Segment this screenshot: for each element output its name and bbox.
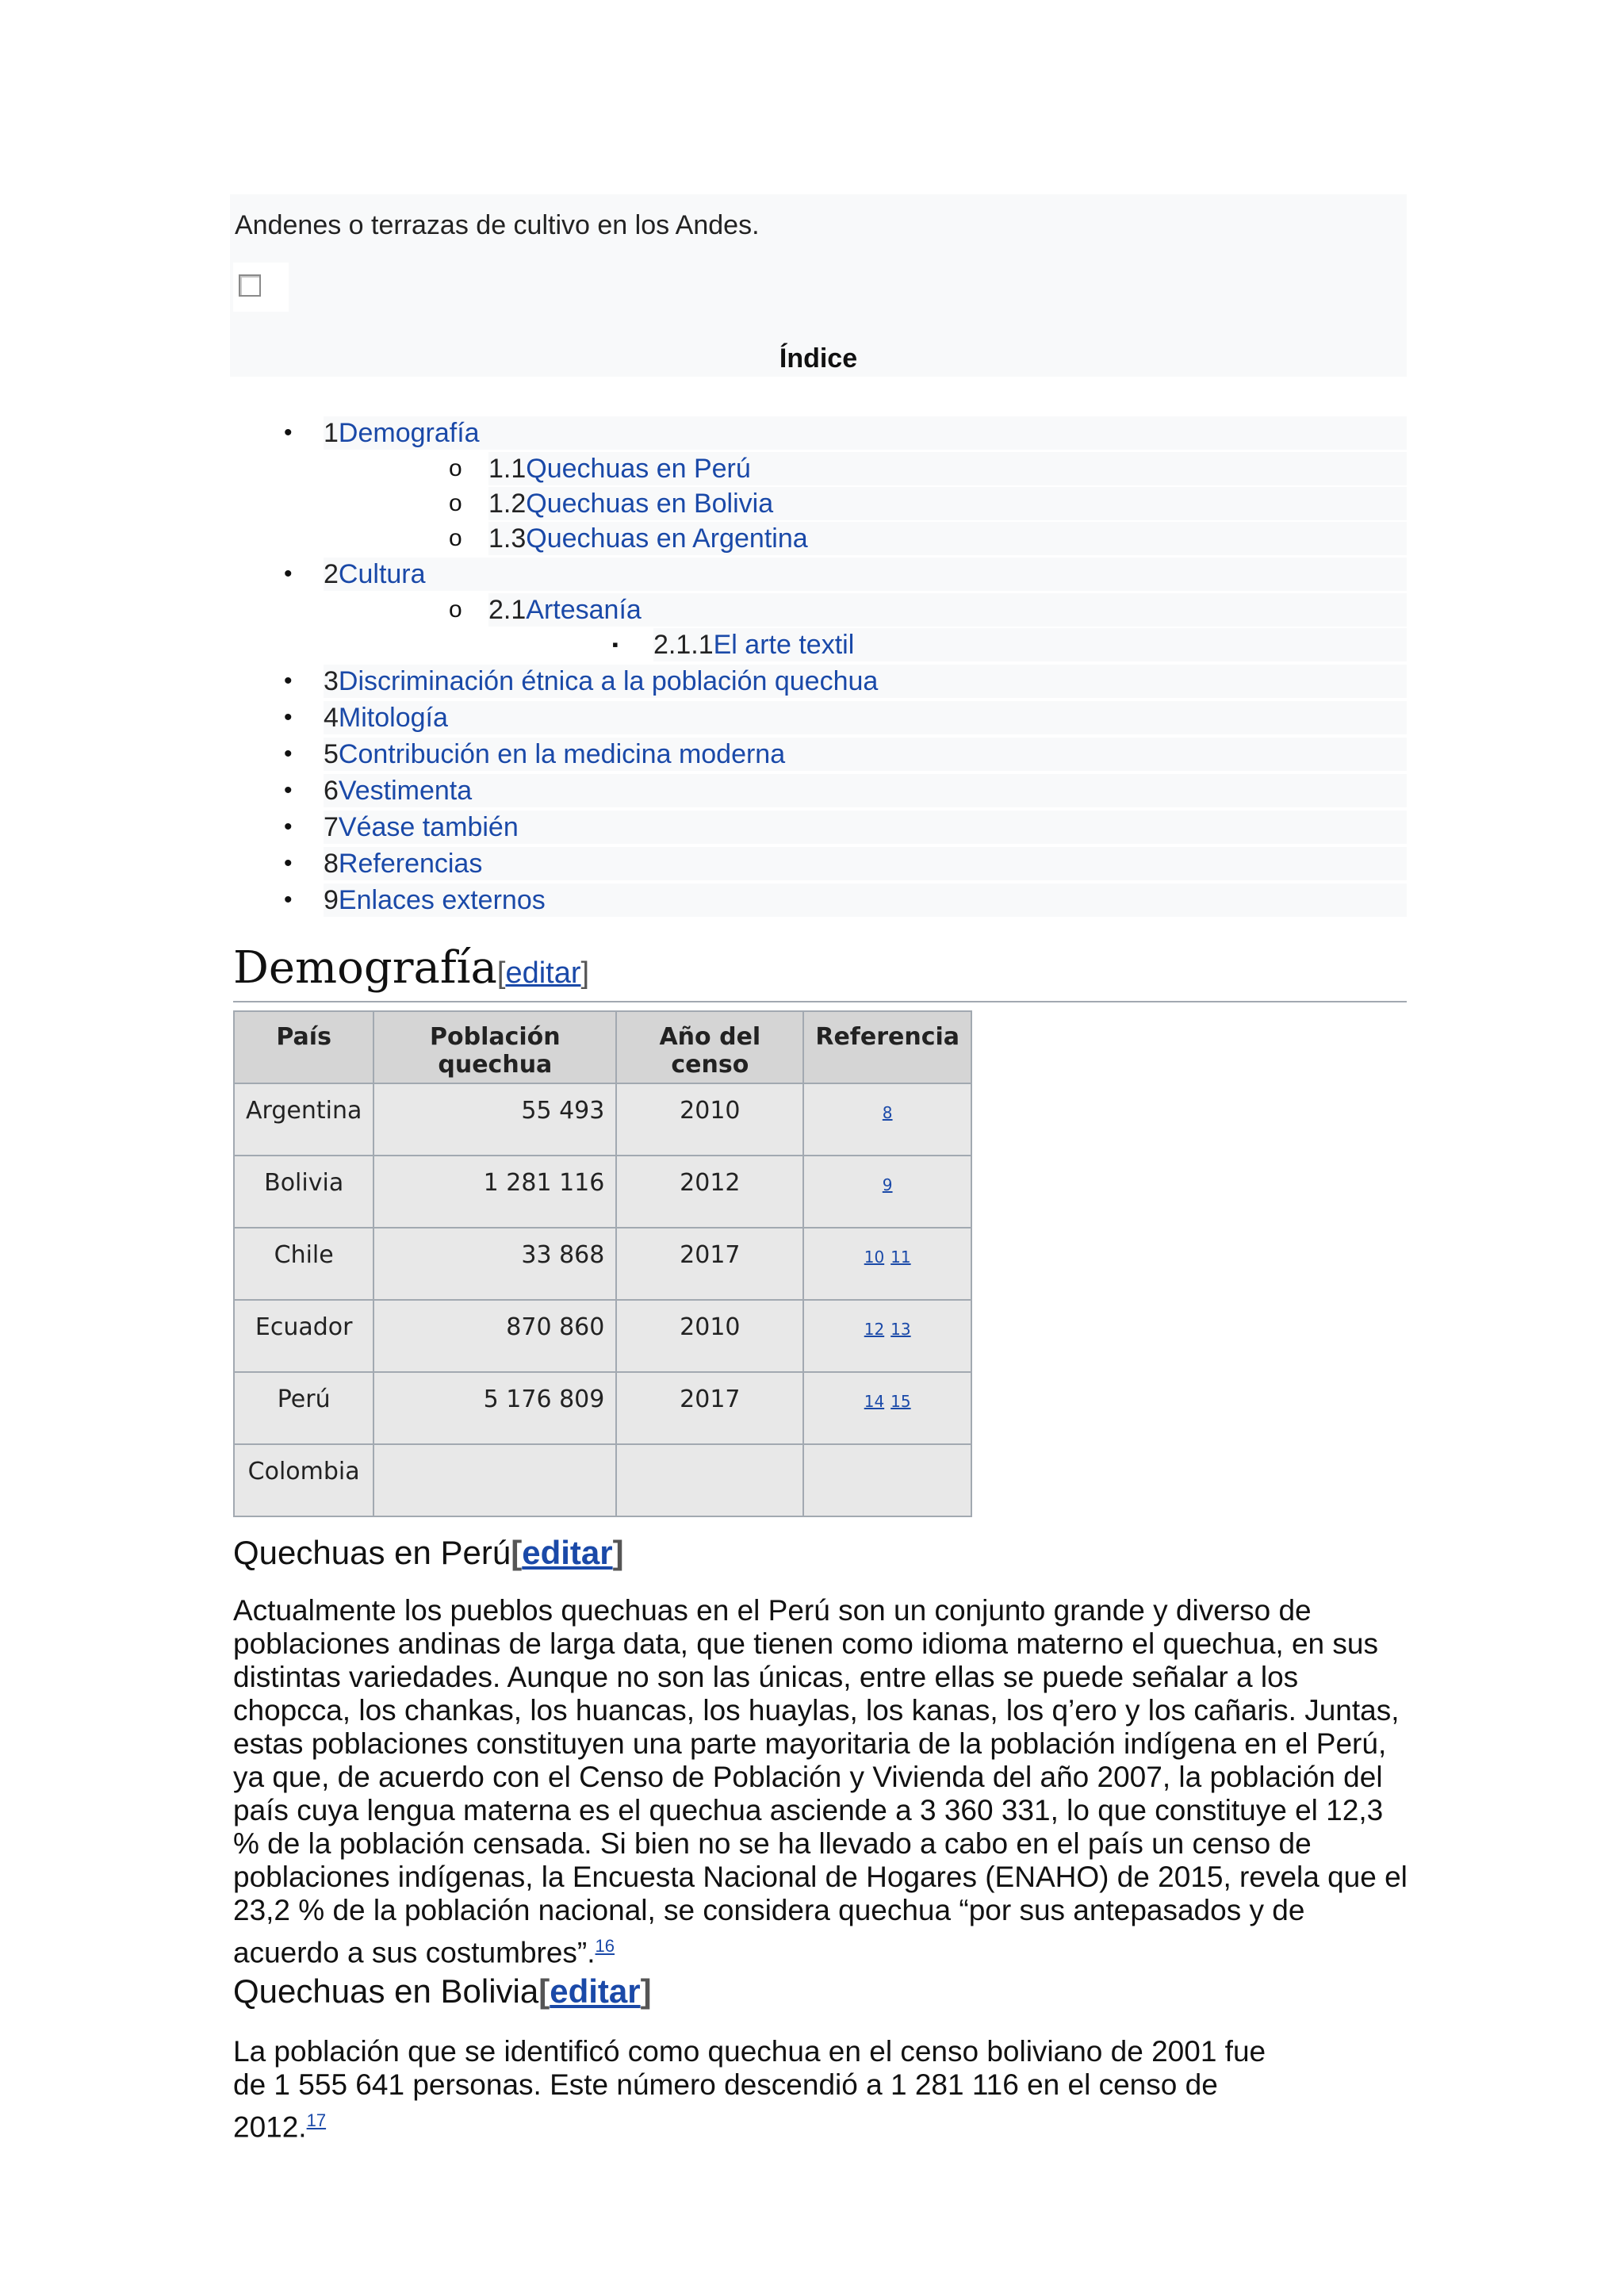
toc-bullet: o bbox=[449, 455, 462, 481]
toc-link[interactable]: Quechuas en Argentina bbox=[526, 523, 808, 554]
toc-item-referencias[interactable]: 8Referencias bbox=[324, 847, 1407, 880]
toc-link[interactable]: Véase también bbox=[338, 812, 519, 842]
toc-bullet: • bbox=[284, 777, 293, 803]
column-header-ano: Año del censo bbox=[616, 1011, 803, 1083]
toc-item-vestimenta[interactable]: 6Vestimenta bbox=[324, 774, 1407, 807]
toc-item-artesania[interactable]: 2.1Artesanía bbox=[488, 593, 1407, 627]
edit-section-link: [editar] bbox=[496, 956, 590, 990]
toc-link[interactable]: Discriminación étnica a la población quechua bbox=[338, 666, 879, 696]
cell-pais: Bolivia bbox=[234, 1156, 373, 1228]
cell-ano: 2010 bbox=[616, 1300, 803, 1372]
paragraph-quechuas-peru: Actualmente los pueblos quechuas en el Perú son un conjunto grande y diverso de poblaciones andinas de larga data, que tienen como idioma materno el quechua, en sus distintas variedades. Aunque no son las únicas, entre ellas se puede señalar a los chopcca, los chankas, los huancas, los huaylas, los kanas, los q’ero y los cañaris. Juntas, estas poblaciones constituyen una parte mayoritaria de la población indígena en el Perú, ya que, de acuerdo con el Censo de Población y Vivienda del año 2007, la población del país cuya lengua materna es el quechua asciende a 3 360 331, lo que constituye el 12,3 % de la población censada. Si bien no se ha llevado a cabo en el país un censo de poblaciones indígenas, la Encuesta Nacional de Hogares (ENAHO) de 2015, revela que el 23,2 % de la población nacional, se considera quechua “por sus antepasados y de acuerdo a sus costumbres”.$^{16}$ bbox=[233, 1594, 1408, 1969]
cell-pais: Argentina bbox=[234, 1083, 373, 1156]
edit-link[interactable]: editar bbox=[505, 956, 581, 990]
cell-poblacion: 33 868 bbox=[373, 1228, 616, 1300]
toc-toggle-checkbox[interactable] bbox=[239, 274, 261, 297]
section-heading-demografia: Demografía[editar] bbox=[233, 942, 590, 994]
toc-bullet: • bbox=[284, 887, 293, 913]
cell-referencia bbox=[803, 1444, 971, 1516]
toc-bullet: • bbox=[284, 814, 293, 840]
toc-item-quechuas-peru[interactable]: 1.1Quechuas en Perú bbox=[488, 452, 1407, 485]
toc-bullet: • bbox=[284, 704, 293, 730]
cell-referencia bbox=[803, 1228, 971, 1300]
cell-ano: 2017 bbox=[616, 1372, 803, 1444]
cell-poblacion bbox=[373, 1444, 616, 1516]
cell-referencia bbox=[803, 1372, 971, 1444]
toc-link[interactable]: Quechuas en Bolivia bbox=[526, 489, 774, 519]
toc-item-cultura[interactable]: 2Cultura bbox=[324, 558, 1407, 591]
toc-link[interactable]: Contribución en la medicina moderna bbox=[338, 739, 786, 769]
reference-link[interactable]: 14 bbox=[864, 1392, 885, 1411]
toc-title: Índice bbox=[779, 343, 858, 374]
toc-link[interactable]: Vestimenta bbox=[338, 776, 473, 806]
toc-link[interactable]: Mitología bbox=[338, 703, 448, 733]
toc-link[interactable]: Cultura bbox=[338, 559, 426, 589]
toc-item-demografia[interactable]: 1Demografía bbox=[324, 416, 1407, 450]
column-header-pais: País bbox=[234, 1011, 373, 1083]
toc-item-arte-textil[interactable]: 2.1.1El arte textil bbox=[653, 628, 1407, 661]
reference-link[interactable]: 16 bbox=[595, 1936, 615, 1956]
cell-poblacion: 5 176 809 bbox=[373, 1372, 616, 1444]
toc-bullet: • bbox=[284, 420, 293, 446]
reference-link[interactable]: 9 bbox=[882, 1175, 893, 1194]
cell-referencia bbox=[803, 1156, 971, 1228]
section-heading-quechuas-bolivia: Quechuas en Bolivia[editar] bbox=[233, 1972, 652, 2010]
edit-link[interactable]: editar bbox=[550, 1972, 641, 2010]
edit-link[interactable]: editar bbox=[522, 1534, 613, 1571]
table-header-row bbox=[234, 1011, 971, 1083]
toc-link[interactable]: Demografía bbox=[338, 418, 480, 448]
cell-poblacion: 870 860 bbox=[373, 1300, 616, 1372]
toc-bullet: ▪ bbox=[612, 634, 619, 654]
cell-pais: Ecuador bbox=[234, 1300, 373, 1372]
reference-link[interactable]: 13 bbox=[891, 1320, 911, 1339]
column-header-poblacion: Población quechua bbox=[373, 1011, 616, 1083]
table-row bbox=[234, 1083, 971, 1156]
cell-ano bbox=[616, 1444, 803, 1516]
toc-bullet: o bbox=[449, 596, 462, 623]
cell-ano: 2010 bbox=[616, 1083, 803, 1156]
reference-link[interactable]: 12 bbox=[864, 1320, 885, 1339]
cell-pais: Perú bbox=[234, 1372, 373, 1444]
toc-item-quechuas-bolivia[interactable]: 1.2Quechuas en Bolivia bbox=[488, 487, 1407, 520]
reference-link[interactable]: 10 bbox=[864, 1248, 885, 1267]
toc-item-quechuas-argentina[interactable]: 1.3Quechuas en Argentina bbox=[488, 522, 1407, 555]
reference-link[interactable]: 17 bbox=[306, 2110, 327, 2130]
table-row bbox=[234, 1300, 971, 1372]
cell-ano: 2017 bbox=[616, 1228, 803, 1300]
toc-link[interactable]: Quechuas en Perú bbox=[526, 454, 751, 484]
paragraph-quechuas-bolivia: La población que se identificó como quechua en el censo boliviano de 2001 fue de 1 555 641 personas. Este número descendió a 1 281 116 en el censo de 2012.17 bbox=[233, 2035, 1266, 2144]
reference-link[interactable]: 15 bbox=[891, 1392, 911, 1411]
population-table bbox=[233, 1010, 972, 1517]
toc-bullet: o bbox=[449, 525, 462, 551]
toc-bullet: o bbox=[449, 490, 462, 516]
toc-item-discriminacion[interactable]: 3Discriminación étnica a la población quechua bbox=[324, 665, 1407, 698]
toc-link[interactable]: Referencias bbox=[338, 849, 483, 879]
cell-referencia bbox=[803, 1300, 971, 1372]
toc-item-enlaces-externos[interactable]: 9Enlaces externos bbox=[324, 884, 1407, 917]
toc-bullet: • bbox=[284, 741, 293, 767]
toc-bullet: • bbox=[284, 850, 293, 876]
column-header-referencia: Referencia bbox=[803, 1011, 971, 1083]
cell-referencia bbox=[803, 1083, 971, 1156]
reference-link[interactable]: 8 bbox=[882, 1103, 893, 1122]
table-row bbox=[234, 1156, 971, 1228]
table-row bbox=[234, 1444, 971, 1516]
toc-item-medicina[interactable]: 5Contribución en la medicina moderna bbox=[324, 738, 1407, 771]
toc-item-mitologia[interactable]: 4Mitología bbox=[324, 701, 1407, 734]
table-row bbox=[234, 1372, 971, 1444]
toc-link[interactable]: El arte textil bbox=[713, 630, 855, 660]
image-caption: Andenes o terrazas de cultivo en los Andes. bbox=[235, 210, 760, 240]
cell-pais: Chile bbox=[234, 1228, 373, 1300]
table-row bbox=[234, 1228, 971, 1300]
cell-ano: 2012 bbox=[616, 1156, 803, 1228]
toc-link[interactable]: Enlaces externos bbox=[338, 885, 546, 915]
reference-link[interactable]: 11 bbox=[891, 1248, 911, 1267]
toc-bullet: • bbox=[284, 561, 293, 587]
section-heading-quechuas-peru: Quechuas en Perú[editar] bbox=[233, 1534, 624, 1571]
cell-pais: Colombia bbox=[234, 1444, 373, 1516]
toc-link[interactable]: Artesanía bbox=[526, 595, 642, 625]
toc-item-vease-tambien[interactable]: 7Véase también bbox=[324, 811, 1407, 844]
cell-poblacion: 1 281 116 bbox=[373, 1156, 616, 1228]
heading-divider bbox=[233, 1001, 1407, 1002]
cell-poblacion: 55 493 bbox=[373, 1083, 616, 1156]
toc-bullet: • bbox=[284, 668, 293, 694]
